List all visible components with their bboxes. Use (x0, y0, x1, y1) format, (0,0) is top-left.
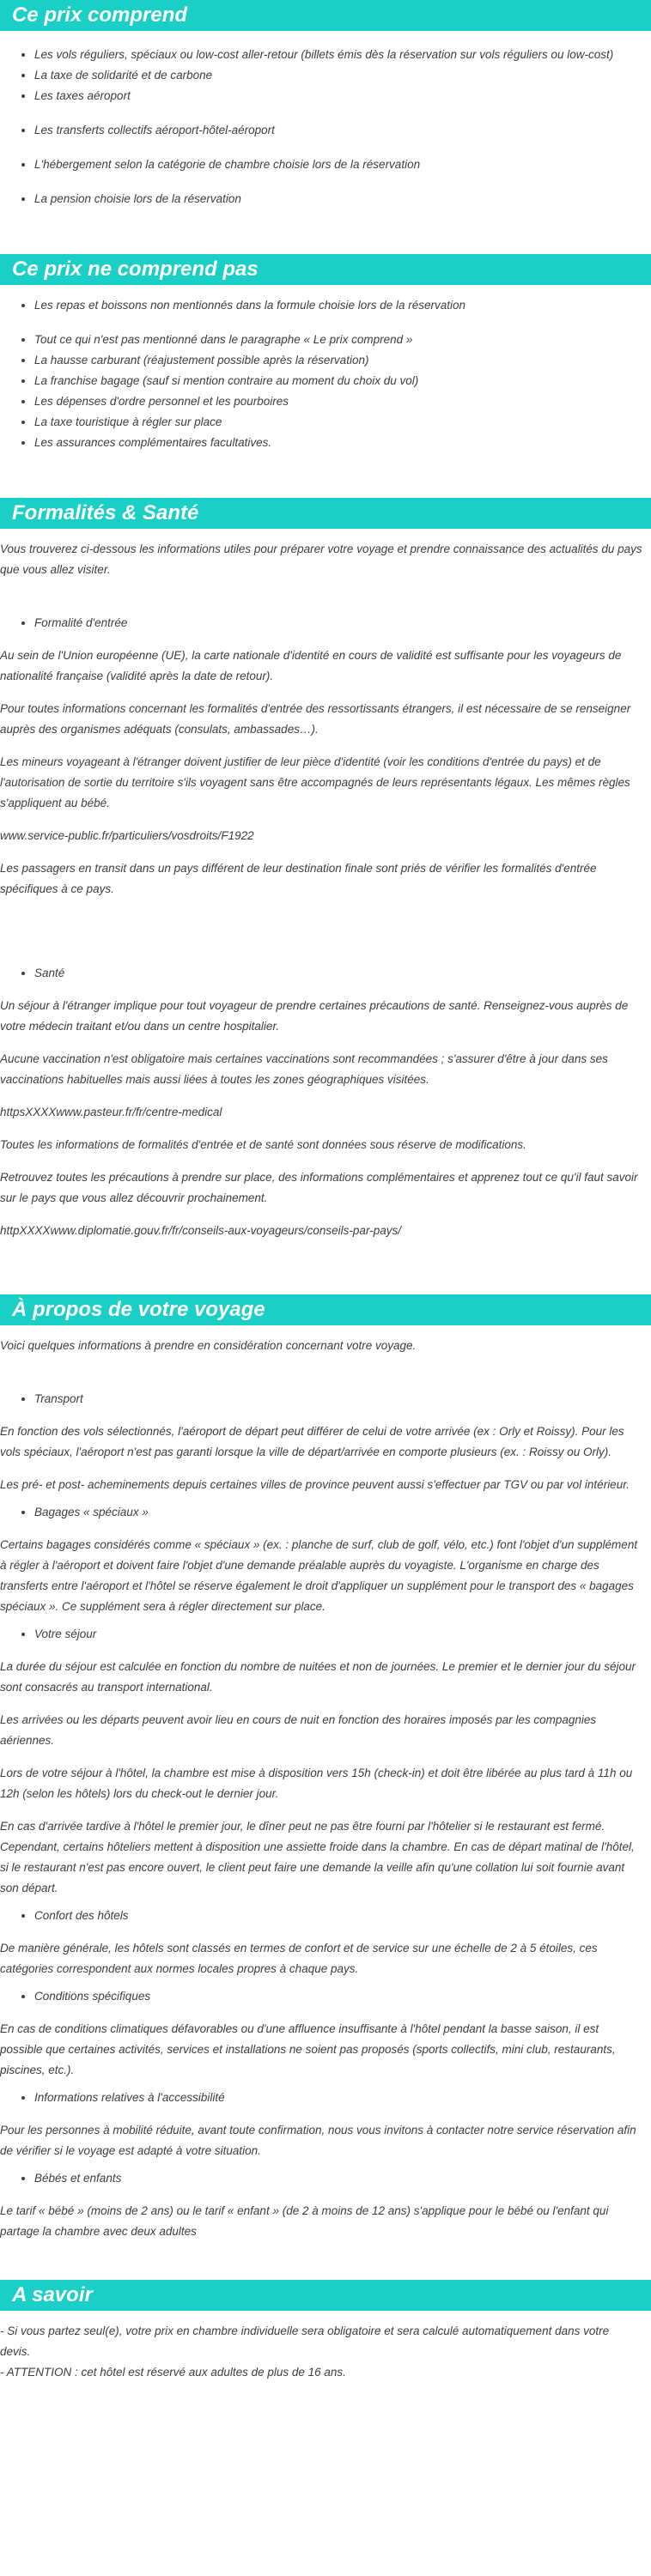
formalites-entree-list (0, 613, 642, 633)
list-item: • Les transferts collectifs aéroport-hôtel-aéroport (34, 120, 651, 141)
spacer (0, 206, 651, 254)
formalites-body (0, 529, 651, 1241)
transport-label: • Transport (34, 1389, 642, 1409)
access-list (0, 2088, 642, 2108)
spacer (0, 465, 651, 498)
spacer (0, 1241, 651, 1294)
paragraph: De manière générale, les hôtels sont classés en termes de confort et de service sur une échelle de 2 à 5 étoiles, ces catégories correspondent aux normes locales propres à chaque pays. (0, 1942, 598, 1975)
list-item: • La pension choisie lors de la réservation (34, 189, 651, 209)
list-item: • La taxe touristique à régler sur place (34, 412, 651, 433)
list-item: • Tout ce qui n'est pas mentionné dans le paragraphe « Le prix comprend » (34, 330, 651, 350)
list-item: • L'hébergement selon la catégorie de chambre choisie lors de la réservation (34, 155, 651, 175)
section-header-asavoir: A savoir (0, 2280, 651, 2311)
paragraph: Les pré- et post- acheminements depuis certaines villes de province peuvent aussi s'effectuer par TGV ou par vol intérieur. (0, 1478, 630, 1491)
paragraph: La durée du séjour est calculée en fonction du nombre de nuitées et non de journées. Le premier et le dernier jour du séjour sont consacrés au transport international. (0, 1660, 636, 1694)
paragraph: Un séjour à l'étranger implique pour tout voyageur de prendre certaines précautions de santé. Renseignez-vous auprès de votre médecin traitant et/ou dans un centre hospitalier. (0, 999, 629, 1033)
list-item: • Les taxes aéroport (34, 86, 651, 106)
transport-list (0, 1389, 642, 1409)
list-item: • Les vols réguliers, spéciaux ou low-cost aller-retour (billets émis dès la réservation sur vols réguliers ou low-cost) (34, 45, 651, 65)
section-header-ne-comprend: Ce prix ne comprend pas (0, 254, 651, 285)
bagages-label: • Bagages « spéciaux » (34, 1502, 642, 1523)
list-item: • Les dépenses d'ordre personnel et les pourboires (34, 391, 651, 412)
apropos-body (0, 1325, 651, 2242)
sejour-label: • Votre séjour (34, 1624, 642, 1645)
paragraph: Les arrivées ou les départs peuvent avoir lieu en cours de nuit en fonction des horaires imposés par les compagnies aériennes. (0, 1713, 597, 1747)
formalites-sante-list (0, 963, 642, 984)
list-item: • La franchise bagage (sauf si mention contraire au moment du choix du vol) (34, 371, 651, 391)
paragraph: Pour les personnes à mobilité réduite, avant toute confirmation, nous vous invitons à contacter notre service réservation afin de vérifier si le voyage est adapté à votre situation. (0, 2124, 636, 2157)
paragraph: Les passagers en transit dans un pays différent de leur destination finale sont priés de vérifier les formalités d'entrée spécifiques à ce pays. (0, 862, 597, 895)
list-item: • La taxe de solidarité et de carbone (34, 65, 651, 86)
list-item: • Les repas et boissons non mentionnés dans la formule choisie lors de la réservation (34, 295, 651, 316)
bebes-label: • Bébés et enfants (34, 2168, 642, 2189)
paragraph: - Si vous partez seul(e), votre prix en chambre individuelle sera obligatoire et sera calculé automatiquement dans votre devis. (0, 2324, 610, 2358)
formalites-intro: Vous trouverez ci-dessous les informations utiles pour préparer votre voyage et prendre connaissance des actualités du pays que vous allez visiter. (0, 542, 642, 576)
link-text[interactable]: httpsXXXXwww.pasteur.fr/fr/centre-medical (0, 1106, 222, 1118)
section-header-formalites: Formalités & Santé (0, 498, 651, 529)
ne-comprend-list-wrapper (0, 285, 651, 465)
paragraph: En cas d'arrivée tardive à l'hôtel le premier jour, le dîner peut ne pas être fourni par l'hôtelier si le restaurant est fermé. Cependant, certains hôteliers mettent à disposition une assiette froide dans la chambre. En cas de départ matinal de l'hôtel, si le restaurant n'est pas encore ouvert, le client peut faire une demande la veille afin qu'une collation lui soit fournie avant son départ. (0, 1820, 635, 1894)
paragraph: Certains bagages considérés comme « spéciaux » (ex. : planche de surf, club de golf, vélo, etc.) font l'objet d'un supplément à régler à l'aéroport et doivent faire l'objet d'une demande préalable auprès du voyagiste. L'organisme en charge des transferts entre l'aéroport et l'hôtel se réserve également le droit d'appliquer un supplément pour le transport des « bagages spéciaux ». Ce supplément sera à régler directement sur place. (0, 1538, 638, 1613)
paragraph: Au sein de l'Union européenne (UE), la carte nationale d'identité en cours de validité est suffisante pour les voyageurs de nationalité française (validité après la date de retour). (0, 649, 622, 682)
paragraph: - ATTENTION : cet hôtel est réservé aux adultes de plus de 16 ans. (0, 2366, 346, 2379)
confort-label: • Confort des hôtels (34, 1906, 642, 1926)
paragraph: Pour toutes informations concernant les formalités d'entrée des ressortissants étrangers, il est nécessaire de se renseigner auprès des organismes adéquats (consulats, ambassades…). (0, 702, 631, 736)
list-item: • La hausse carburant (réajustement possible après la réservation) (34, 350, 651, 371)
access-label: • Informations relatives à l'accessibilité (34, 2088, 642, 2108)
paragraph: Aucune vaccination n'est obligatoire mais certaines vaccinations sont recommandées ; s'assurer d'être à jour dans ses vaccinations habituelles mais aussi liées à toutes les zones géographiques visitées. (0, 1052, 608, 1086)
asavoir-body (0, 2311, 651, 2383)
paragraph: En fonction des vols sélectionnés, l'aéroport de départ peut différer de celui de votre arrivée (ex : Orly et Roissy). Pour les vols spéciaux, l'aéroport n'est pas garanti lorsque la ville de départ/arrivée en comporte plusieurs (ex. : Roissy ou Orly). (0, 1425, 624, 1458)
bagages-list (0, 1502, 642, 1523)
paragraph: En cas de conditions climatiques défavorables ou d'une affluence insuffisante à l'hôtel pendant la basse saison, il est possible que certaines activités, services et installations ne soient pas proposés (sports collectifs, mini club, restaurants, piscines, etc.). (0, 2022, 616, 2076)
confort-list (0, 1906, 642, 1926)
spacer (0, 2242, 651, 2280)
bebes-list (0, 2168, 642, 2189)
section-header-apropos: À propos de votre voyage (0, 1294, 651, 1325)
section-header-comprend: Ce prix comprend (0, 0, 651, 31)
paragraph: Toutes les informations de formalités d'entrée et de santé sont données sous réserve de modifications. (0, 1138, 526, 1151)
conditions-label: • Conditions spécifiques (34, 1986, 642, 2007)
entree-label: • Formalité d'entrée (34, 613, 642, 633)
list-item: • Les assurances complémentaires facultatives. (34, 433, 651, 453)
paragraph: Le tarif « bébé » (moins de 2 ans) ou le tarif « enfant » (de 2 à moins de 12 ans) s'applique pour le bébé ou l'enfant qui partage la chambre avec deux adultes (0, 2204, 609, 2238)
paragraph: Les mineurs voyageant à l'étranger doivent justifier de leur pièce d'identité (voir les conditions d'entrée du pays) et de l'autorisation de sortie du territoire s'ils voyagent sans être accompagnés de leurs représentants légaux. Les mêmes règles s'appliquent au bébé. (0, 755, 630, 809)
paragraph: Lors de votre séjour à l'hôtel, la chambre est mise à disposition vers 15h (check-in) et doit être libérée au plus tard à 11h ou 12h (selon les hôtels) lors du check-out le dernier jour. (0, 1767, 633, 1800)
link-text[interactable]: www.service-public.fr/particuliers/vosdroits/F1922 (0, 829, 254, 842)
comprend-list-wrapper (0, 31, 651, 206)
apropos-intro: Voici quelques informations à prendre en considération concernant votre voyage. (0, 1339, 417, 1352)
link-text[interactable]: httpXXXXwww.diplomatie.gouv.fr/fr/conseils-aux-voyageurs/conseils-par-pays/ (0, 1224, 401, 1237)
ne-comprend-list (0, 295, 651, 453)
conditions-list (0, 1986, 642, 2007)
sante-label: • Santé (34, 963, 642, 984)
sejour-list (0, 1624, 642, 1645)
paragraph: Retrouvez toutes les précautions à prendre sur place, des informations complémentaires et apprenez tout ce qu'il faut savoir sur le pays que vous allez découvrir prochainement. (0, 1171, 638, 1204)
comprend-list (0, 45, 651, 209)
